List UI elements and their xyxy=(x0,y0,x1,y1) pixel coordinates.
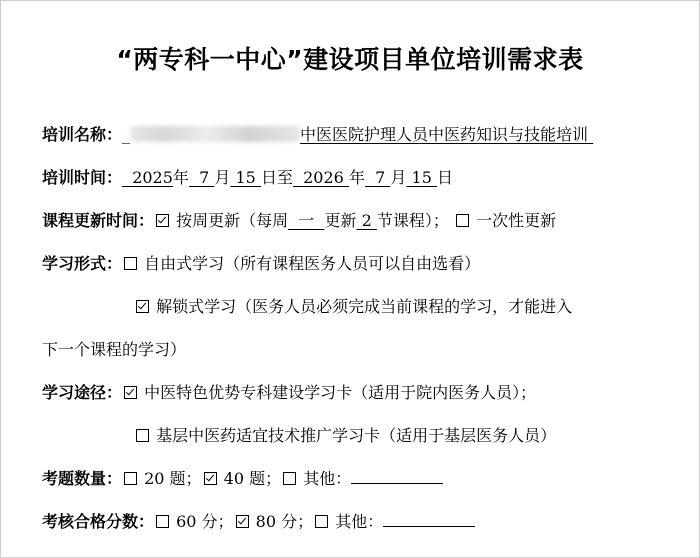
specialty-card-checkbox[interactable] xyxy=(124,386,137,399)
grassroots-card-checkbox[interactable] xyxy=(136,429,149,442)
grassroots-card-label: 基层中医药适宜技术推广学习卡（适用于基层医务人员） xyxy=(156,426,557,445)
score-other-checkbox[interactable] xyxy=(315,515,328,528)
score60-checkbox[interactable] xyxy=(156,515,169,528)
question-count-label: 考题数量： xyxy=(42,469,123,488)
course-update-row xyxy=(42,208,556,231)
q40-label: 40 题； xyxy=(223,469,282,488)
training-name-row xyxy=(42,122,593,145)
q-other-label: 其他： xyxy=(303,469,352,488)
unlock-learning-continued xyxy=(42,337,186,360)
start-month-field[interactable]: 7 xyxy=(199,168,210,187)
learning-path-label: 学习途径： xyxy=(42,383,123,402)
q-other-checkbox[interactable] xyxy=(283,472,296,485)
training-name-field[interactable] xyxy=(130,125,593,144)
day-to-unit: 日至 xyxy=(260,168,293,187)
grassroots-card-row xyxy=(134,423,556,446)
oneoff-update-checkbox[interactable] xyxy=(456,214,469,227)
oneoff-update-label: 一次性更新 xyxy=(476,211,557,230)
weekly-update-label: 按周更新（每周 xyxy=(176,211,289,230)
score-other-label: 其他： xyxy=(335,512,384,531)
training-name-prefix: _ xyxy=(122,125,131,144)
month-unit: 月 xyxy=(214,168,231,187)
unlock-learning-row xyxy=(134,294,572,317)
training-time-row xyxy=(42,165,453,188)
question-count-row xyxy=(42,466,443,489)
end-month-field[interactable]: 7 xyxy=(375,168,386,187)
weekly-update-checkbox[interactable] xyxy=(156,214,169,227)
training-time-label: 培训时间： xyxy=(42,168,123,187)
count-field[interactable]: 2 xyxy=(361,211,372,230)
training-name-value: 中医医院护理人员中医药知识与技能培训 xyxy=(300,125,589,144)
end-year-field[interactable]: 2026 xyxy=(303,168,344,187)
start-year-field[interactable]: 2025 xyxy=(132,168,173,187)
course-update-label-text: 课程更新时间： xyxy=(42,211,155,230)
unlock-learning-checkbox[interactable] xyxy=(136,300,149,313)
q-other-input[interactable] xyxy=(351,469,443,484)
weeks-field[interactable]: 一 xyxy=(298,211,315,230)
month-unit: 月 xyxy=(390,168,407,187)
update-text: 更新 xyxy=(324,211,357,230)
q40-checkbox[interactable] xyxy=(204,472,217,485)
learning-form-row xyxy=(42,251,480,274)
score-other-input[interactable] xyxy=(383,512,475,527)
day-unit: 日 xyxy=(436,168,453,187)
form-title: “两专科一中心”建设项目单位培训需求表 xyxy=(116,45,584,74)
free-learning-checkbox[interactable] xyxy=(124,257,137,270)
year-unit: 年 xyxy=(172,168,189,187)
redacted-text xyxy=(130,126,300,142)
pass-score-label: 考核合格分数： xyxy=(42,512,155,531)
specialty-card-label: 中医特色优势专科建设学习卡（适用于院内医务人员）； xyxy=(144,383,537,402)
pass-score-row xyxy=(42,509,475,532)
q20-label: 20 题； xyxy=(144,469,202,488)
end-day-field[interactable]: 15 xyxy=(411,168,432,187)
start-day-field[interactable]: 15 xyxy=(235,168,256,187)
q20-checkbox[interactable] xyxy=(124,472,137,485)
unlock-learning-label: 解锁式学习（医务人员必须完成当前课程的学习，才能进入 xyxy=(156,297,573,316)
free-learning-label: 自由式学习（所有课程医务人员可以自由选看） xyxy=(144,254,481,273)
training-name-label: 培训名称： xyxy=(42,125,123,144)
learning-form-label: 学习形式： xyxy=(42,254,123,273)
count-suffix: 节课程）； xyxy=(376,211,449,230)
score80-label: 80 分； xyxy=(255,512,314,531)
learning-path-row xyxy=(42,380,536,403)
score80-checkbox[interactable] xyxy=(236,515,249,528)
year-unit: 年 xyxy=(348,168,365,187)
unlock-learning-label-cont: 下一个课程的学习） xyxy=(42,340,187,359)
score60-label: 60 分； xyxy=(176,512,234,531)
